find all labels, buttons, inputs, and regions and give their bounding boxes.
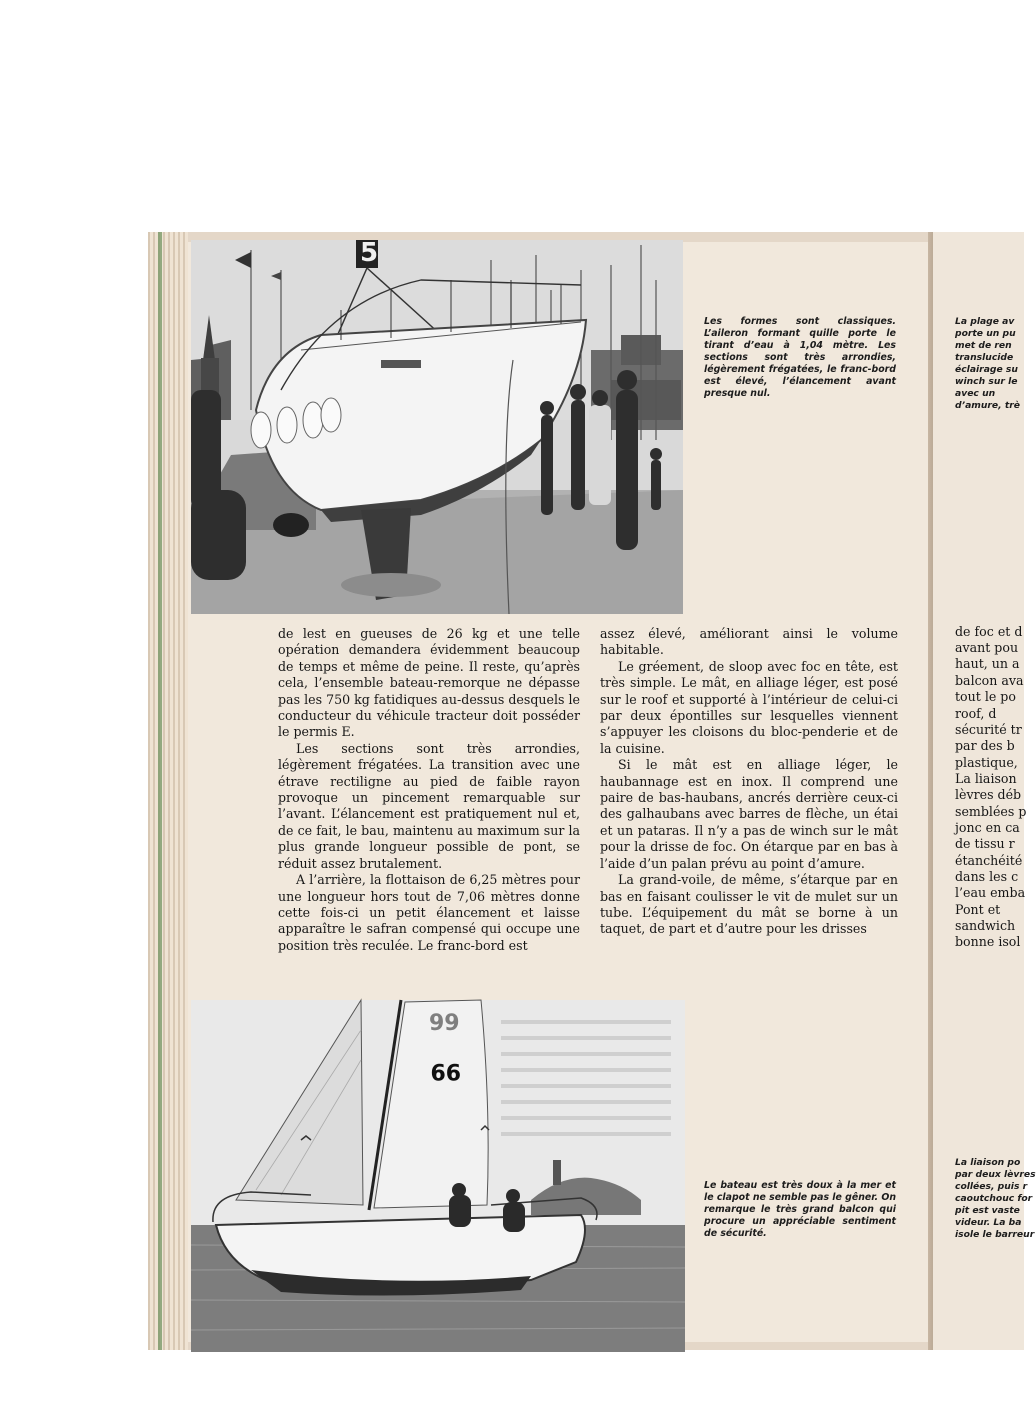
sail-number-ghost: 99 xyxy=(429,1011,460,1036)
text-column-right xyxy=(600,626,898,938)
right-text-line: La liaison xyxy=(955,771,1017,786)
green-page-edge xyxy=(158,232,162,1350)
right-text-line: par des b xyxy=(955,738,1015,753)
paragraph: Les sections sont très arrondies, légèrement frégatées. La transition avec une étrave rectiligne au pied de faible rayon provoque un pincement remarquable sur l’avant. L’élancement est pratiquement nul et, de ce fait, le bau, maintenu au maximum sur la plus grande longueur possible de pont, se réduit assez brutalement. xyxy=(278,740,580,871)
right-caption-top-line: éclairage su xyxy=(955,364,1018,375)
paragraph: Si le mât est en alliage léger, le haubannage est en inox. Il comprend une paire de bas-haubans, ancrés derrière ceux-ci des galhaubans avec barres de flèche, un étai et un pataras. Il n’y a pas de winch sur le mât pour la drisse de foc. On étarque par en bas à l’aide d’un palan prévu au point d’amure. xyxy=(600,757,898,871)
right-text-line: l’eau emba xyxy=(955,885,1026,900)
right-text-line: sandwich xyxy=(955,918,1016,933)
right-caption-bottom-line: caoutchouc for xyxy=(955,1193,1033,1204)
right-text-line: roof, d xyxy=(955,706,997,721)
caption-bottom-photo: Le bateau est très doux à la mer et le clapot ne semble pas le gêner. On remarque le très grand balcon qui procure un appréciable sentiment de sécurité. xyxy=(704,1180,896,1239)
right-caption-top-line: translucide xyxy=(955,352,1014,363)
right-text-line: de foc et d xyxy=(955,624,1023,639)
right-text-line: dans les c xyxy=(955,869,1019,884)
right-caption-bottom-line: isole le barreur xyxy=(955,1229,1035,1240)
right-caption-top-line: d’amure, trè xyxy=(955,400,1020,411)
right-caption-top-line: avec un xyxy=(955,388,996,399)
right-text-line: de tissu r xyxy=(955,836,1015,851)
stacked-page-edges xyxy=(148,232,188,1350)
text-column-left xyxy=(278,626,580,954)
caption-top-photo: Les formes sont classiques. L’aileron formant quille porte le tirant d’eau à 1,04 mètre. Les sections sont très arrondies, légèrement frégatées, le franc-bord est élevé, l’élancement avant presque nul. xyxy=(704,316,896,399)
right-text-line: jonc en ca xyxy=(955,820,1020,835)
right-caption-top-line: La plage av xyxy=(955,316,1015,327)
right-caption-bottom-line: collées, puis r xyxy=(955,1181,1028,1192)
paragraph: de lest en gueuses de 26 kg et une telle opération demandera évidemment beaucoup de temps et même de peine. Il reste, qu’après cela, l’ensemble bateau-remorque ne dépasse pas les 750 kg fatidiques au-dessus desquels le conducteur du véhicule tracteur doit posséder le permis E. xyxy=(278,626,580,740)
sail-number: 99 xyxy=(430,1058,461,1083)
right-text-line: haut, un a xyxy=(955,656,1020,671)
right-text-line: bonne isol xyxy=(955,934,1021,949)
paragraph: A l’arrière, la flottaison de 6,25 mètres pour une longueur hors tout de 7,06 mètres donne cette fois-ci un petit élancement et laisse apparaître le safran compensé qui occupe une position très reculée. Le franc-bord est xyxy=(278,872,580,953)
photo-boat-on-crane xyxy=(191,240,683,614)
right-caption-bottom-line: par deux lèvres xyxy=(955,1169,1036,1180)
right-caption-top-line: winch sur le xyxy=(955,376,1018,387)
right-text-line: balcon ava xyxy=(955,673,1024,688)
right-caption-bottom-line: videur. La ba xyxy=(955,1217,1022,1228)
right-text-line: étanchéité xyxy=(955,853,1023,868)
right-caption-bottom-line: pit est vaste xyxy=(955,1205,1020,1216)
right-page-content xyxy=(955,0,1036,1409)
right-text-line: semblées p xyxy=(955,804,1027,819)
boat-sailing-illustration xyxy=(191,1000,685,1352)
right-text-line: tout le po xyxy=(955,689,1016,704)
boat-on-crane-illustration xyxy=(191,240,683,614)
right-text-line: avant pou xyxy=(955,640,1019,655)
right-caption-top-line: porte un pu xyxy=(955,328,1016,339)
photo-boat-sailing xyxy=(191,1000,685,1352)
crane-hook-number: 5 xyxy=(359,238,379,268)
right-text-line: Pont et xyxy=(955,902,1001,917)
right-text-line: plastique, xyxy=(955,755,1018,770)
right-text-line: sécurité tr xyxy=(955,722,1022,737)
paragraph: Le gréement, de sloop avec foc en tête, est très simple. Le mât, en alliage léger, est posé sur le roof et supporté à l’intérieur de celui-ci par deux épontilles sur lesquelles viennent s’appuyer les cloisons du bloc-penderie et de la cuisine. xyxy=(600,658,898,756)
paragraph: assez élevé, améliorant ainsi le volume habitable. xyxy=(600,626,898,658)
right-caption-bottom-line: La liaison po xyxy=(955,1157,1021,1168)
paragraph: La grand-voile, de même, s’étarque par en bas en faisant coulisser le vit de mulet sur un tube. L’équipement du mât se borne à un taquet, de part et d’autre pour les drisses xyxy=(600,872,898,937)
right-text-line: lèvres déb xyxy=(955,787,1022,802)
right-caption-top-line: met de ren xyxy=(955,340,1012,351)
